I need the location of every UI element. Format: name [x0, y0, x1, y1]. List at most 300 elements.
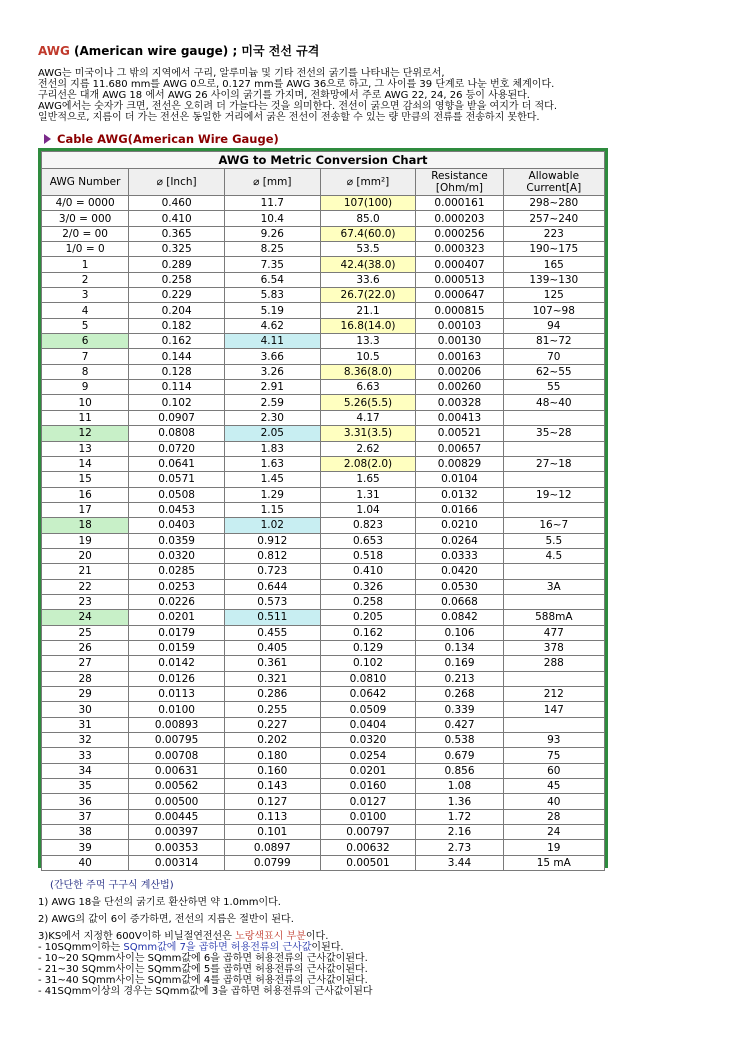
table-cell: 28: [503, 809, 604, 824]
table-cell: 0.0160: [320, 779, 416, 794]
table-cell: 0.0285: [129, 564, 225, 579]
table-cell: 0.00797: [320, 825, 416, 840]
table-cell: 0.0201: [320, 763, 416, 778]
table-cell: 0.00445: [129, 809, 225, 824]
table-cell: 0.0226: [129, 594, 225, 609]
table-cell: 32: [42, 733, 129, 748]
table-cell: 212: [503, 687, 604, 702]
table-cell: 2.91: [224, 380, 320, 395]
table-cell: 0.00103: [416, 318, 503, 333]
table-cell: 0.0530: [416, 579, 503, 594]
table-cell: 0.129: [320, 640, 416, 655]
table-cell: 0.0253: [129, 579, 225, 594]
table-cell: 0.00562: [129, 779, 225, 794]
table-row: [42, 840, 605, 855]
table-cell: 0.0100: [320, 809, 416, 824]
table-cell: 93: [503, 733, 604, 748]
table-cell: 0.644: [224, 579, 320, 594]
table-cell: 0.0420: [416, 564, 503, 579]
table-cell: 19: [503, 840, 604, 855]
table-cell: [503, 671, 604, 686]
table-cell: 0.258: [320, 594, 416, 609]
table-cell: 0.339: [416, 702, 503, 717]
table-cell: 107~98: [503, 303, 604, 318]
table-cell: 0.365: [129, 226, 225, 241]
table-row: [42, 855, 605, 870]
table-row: [42, 794, 605, 809]
table-cell: 8.25: [224, 242, 320, 257]
table-cell: 0.538: [416, 733, 503, 748]
table-cell: 2.73: [416, 840, 503, 855]
table-cell: 0.0254: [320, 748, 416, 763]
table-cell: 4.11: [224, 334, 320, 349]
table-cell: 60: [503, 763, 604, 778]
table-cell: 5.19: [224, 303, 320, 318]
table-cell: 55: [503, 380, 604, 395]
table-cell: 0.00206: [416, 364, 503, 379]
table-cell: 0.0404: [320, 717, 416, 732]
table-cell: 223: [503, 226, 604, 241]
table-cell: 0.101: [224, 825, 320, 840]
table-cell: 5.83: [224, 288, 320, 303]
table-cell: 33.6: [320, 272, 416, 287]
table-cell: 0.0179: [129, 625, 225, 640]
table-cell: 298~280: [503, 196, 604, 211]
table-cell: 70: [503, 349, 604, 364]
table-cell: 24: [503, 825, 604, 840]
table-cell: 22: [42, 579, 129, 594]
table-row: [42, 548, 605, 563]
table-cell: 0.204: [129, 303, 225, 318]
table-cell: [503, 472, 604, 487]
table-cell: 0.0508: [129, 487, 225, 502]
table-cell: 0.255: [224, 702, 320, 717]
table-cell: 13: [42, 441, 129, 456]
table-cell: 0.0126: [129, 671, 225, 686]
table-cell: 1/0 = 0: [42, 242, 129, 257]
table-row: [42, 395, 605, 410]
table-row: [42, 671, 605, 686]
table-cell: 62~55: [503, 364, 604, 379]
table-cell: 16~7: [503, 518, 604, 533]
table-cell: 3/0 = 000: [42, 211, 129, 226]
table-row: [42, 196, 605, 211]
column-header: Allowable Current[A]: [503, 169, 604, 196]
table-header-row: [42, 169, 605, 196]
table-cell: 6.54: [224, 272, 320, 287]
note-3: [38, 931, 678, 942]
table-row: [42, 364, 605, 379]
table-cell: 6.63: [320, 380, 416, 395]
sub-item: - 41SQmm이상의 경우는 SQmm값에 3을 곱하면 허용전류의 근사값이된다: [38, 986, 373, 997]
table-cell: 0.00521: [416, 426, 503, 441]
table-cell: 15: [42, 472, 129, 487]
table-cell: 0.0453: [129, 502, 225, 517]
table-cell: 11.7: [224, 196, 320, 211]
table-cell: 0.102: [320, 656, 416, 671]
table-cell: 0.0403: [129, 518, 225, 533]
table-cell: 0.00328: [416, 395, 503, 410]
table-cell: 0.361: [224, 656, 320, 671]
table-cell: 9: [42, 380, 129, 395]
table-row: [42, 518, 605, 533]
table-cell: 5.5: [503, 533, 604, 548]
table-cell: 0.812: [224, 548, 320, 563]
table-row: [42, 502, 605, 517]
table-cell: 0.679: [416, 748, 503, 763]
table-cell: 15 mA: [503, 855, 604, 870]
table-cell: 0.0720: [129, 441, 225, 456]
table-cell: 0.723: [224, 564, 320, 579]
table-cell: 0.000815: [416, 303, 503, 318]
table-cell: 85.0: [320, 211, 416, 226]
table-cell: 34: [42, 763, 129, 778]
table-cell: 39: [42, 840, 129, 855]
table-cell: 67.4(60.0): [320, 226, 416, 241]
table-cell: 0.0642: [320, 687, 416, 702]
intro-line: AWG는 미국이나 그 밖의 지역에서 구리, 알루미늄 및 기타 전선의 굵기를 나타내는 단위로서,: [38, 68, 445, 79]
table-cell: 0.113: [224, 809, 320, 824]
table-cell: 10: [42, 395, 129, 410]
table-cell: 0.134: [416, 640, 503, 655]
table-cell: 13.3: [320, 334, 416, 349]
table-cell: 27~18: [503, 456, 604, 471]
intro-line: AWG에서는 숫자가 크면, 전선은 오히려 더 가늘다는 것을 의미한다. 전선이 굵으면 감쇠의 영향을 받을 여지가 더 적다.: [38, 101, 558, 112]
table-row: [42, 640, 605, 655]
note-1: 1) AWG 18을 단선의 굵기로 환산하면 약 1.0mm이다.: [38, 897, 281, 908]
table-cell: 30: [42, 702, 129, 717]
table-cell: 0.0104: [416, 472, 503, 487]
table-cell: 288: [503, 656, 604, 671]
table-cell: 0.912: [224, 533, 320, 548]
table-row: [42, 456, 605, 471]
table-cell: 31: [42, 717, 129, 732]
table-cell: 0.102: [129, 395, 225, 410]
table-cell: 0.00893: [129, 717, 225, 732]
table-cell: 16: [42, 487, 129, 502]
table-cell: 8.36(8.0): [320, 364, 416, 379]
table-cell: 378: [503, 640, 604, 655]
table-cell: 1.04: [320, 502, 416, 517]
note-3-text: 3)KS에서 지정한 600V이하 비닐절연전선은: [38, 931, 236, 942]
table-cell: 6: [42, 334, 129, 349]
table-row: [42, 687, 605, 702]
table-cell: 0.0264: [416, 533, 503, 548]
table-cell: 21.1: [320, 303, 416, 318]
table-cell: 2.16: [416, 825, 503, 840]
table-cell: [503, 410, 604, 425]
page-title: [38, 42, 319, 59]
table-cell: 94: [503, 318, 604, 333]
table-cell: 0.00657: [416, 441, 503, 456]
table-cell: 0.213: [416, 671, 503, 686]
table-cell: 19~12: [503, 487, 604, 502]
table-cell: [503, 441, 604, 456]
table-row: [42, 763, 605, 778]
table-cell: 0.325: [129, 242, 225, 257]
table-cell: 25: [42, 625, 129, 640]
table-row: [42, 610, 605, 625]
table-cell: 1.65: [320, 472, 416, 487]
table-cell: 40: [503, 794, 604, 809]
table-cell: 33: [42, 748, 129, 763]
table-cell: 139~130: [503, 272, 604, 287]
title-rest: (American wire gauge) ; 미국 전선 규격: [69, 44, 320, 58]
sub-item-highlight: SQmm값에 7을 곱하면 허용전류의 근사값: [123, 942, 312, 953]
table-cell: 0.00829: [416, 456, 503, 471]
table-cell: 0.106: [416, 625, 503, 640]
sub-item: - 10~20 SQmm사이는 SQmm값에 6을 곱하면 허용전류의 근사값이된다.: [38, 953, 368, 964]
table-row: [42, 579, 605, 594]
table-cell: 0.000513: [416, 272, 503, 287]
table-row: [42, 487, 605, 502]
table-cell: 4.62: [224, 318, 320, 333]
table-cell: 257~240: [503, 211, 604, 226]
table-cell: 3.44: [416, 855, 503, 870]
table-cell: 0.180: [224, 748, 320, 763]
table-cell: 0.0808: [129, 426, 225, 441]
table-cell: 0.258: [129, 272, 225, 287]
table-row: [42, 257, 605, 272]
table-cell: 0.823: [320, 518, 416, 533]
table-cell: 0.00795: [129, 733, 225, 748]
column-header: AWG Number: [42, 169, 129, 196]
table-cell: 0.410: [320, 564, 416, 579]
sub-item: - 21~30 SQmm사이는 SQmm값에 5를 곱하면 허용전류의 근사값이된다.: [38, 964, 368, 975]
table-cell: 0.00353: [129, 840, 225, 855]
table-cell: 37: [42, 809, 129, 824]
table-cell: 0.00631: [129, 763, 225, 778]
note-3-highlight: 노랑색표시 부분: [235, 931, 306, 942]
table-cell: 0.182: [129, 318, 225, 333]
table-cell: 588mA: [503, 610, 604, 625]
table-cell: 8: [42, 364, 129, 379]
table-cell: 75: [503, 748, 604, 763]
table-cell: 26: [42, 640, 129, 655]
table-cell: 0.202: [224, 733, 320, 748]
table-row: [42, 748, 605, 763]
table-cell: 190~175: [503, 242, 604, 257]
table-cell: 18: [42, 518, 129, 533]
table-cell: 0.0210: [416, 518, 503, 533]
note-3-sublist: [38, 942, 678, 997]
table-row: [42, 809, 605, 824]
table-cell: 0.127: [224, 794, 320, 809]
table-cell: 48~40: [503, 395, 604, 410]
table-row: [42, 272, 605, 287]
intro-text: [38, 68, 678, 123]
table-cell: 35~28: [503, 426, 604, 441]
table-cell: 0.410: [129, 211, 225, 226]
table-cell: 0.0641: [129, 456, 225, 471]
table-cell: 4: [42, 303, 129, 318]
table-row: [42, 226, 605, 241]
sub-item: [38, 942, 678, 953]
table-row: [42, 380, 605, 395]
table-cell: 0.0668: [416, 594, 503, 609]
table-cell: 0.0810: [320, 671, 416, 686]
table-cell: 0.289: [129, 257, 225, 272]
table-cell: 0.00163: [416, 349, 503, 364]
table-cell: 0.160: [224, 763, 320, 778]
table-cell: 0.0571: [129, 472, 225, 487]
table-cell: 0.00130: [416, 334, 503, 349]
table-cell: 12: [42, 426, 129, 441]
table-cell: 7: [42, 349, 129, 364]
table-row: [42, 733, 605, 748]
conversion-table-frame: [38, 148, 608, 868]
table-row: [42, 288, 605, 303]
table-cell: 4.17: [320, 410, 416, 425]
table-cell: 0.0897: [224, 840, 320, 855]
column-header: ⌀ [Inch]: [129, 169, 225, 196]
table-cell: 0.00632: [320, 840, 416, 855]
table-cell: 0.162: [129, 334, 225, 349]
table-cell: 0.0907: [129, 410, 225, 425]
table-cell: 0.0333: [416, 548, 503, 563]
table-cell: 0.000647: [416, 288, 503, 303]
table-cell: 0.326: [320, 579, 416, 594]
table-cell: 0.000161: [416, 196, 503, 211]
table-cell: 24: [42, 610, 129, 625]
table-cell: 0.00708: [129, 748, 225, 763]
table-cell: 0.511: [224, 610, 320, 625]
table-cell: 38: [42, 825, 129, 840]
table-cell: [503, 594, 604, 609]
table-cell: 0.0127: [320, 794, 416, 809]
notes-heading: (간단한 주먹 구구식 계산법): [50, 880, 174, 891]
intro-line: 구리선은 대개 AWG 18 에서 AWG 26 사이의 굵기를 가지며, 전화망에서 주로 AWG 22, 24, 26 등이 사용된다.: [38, 90, 530, 101]
table-cell: 2.08(2.0): [320, 456, 416, 471]
awg-conversion-table: [41, 151, 605, 871]
table-cell: 0.0166: [416, 502, 503, 517]
table-cell: 0.000323: [416, 242, 503, 257]
table-row: [42, 334, 605, 349]
sub-item-text: - 10SQmm이하는: [38, 942, 124, 953]
table-cell: 1.63: [224, 456, 320, 471]
table-row: [42, 441, 605, 456]
table-cell: 1: [42, 257, 129, 272]
table-cell: [503, 717, 604, 732]
table-cell: 9.26: [224, 226, 320, 241]
table-cell: [503, 502, 604, 517]
table-cell: 20: [42, 548, 129, 563]
table-row: [42, 702, 605, 717]
table-caption: AWG to Metric Conversion Chart: [42, 152, 605, 169]
table-cell: 0.0320: [129, 548, 225, 563]
table-cell: 3: [42, 288, 129, 303]
table-cell: 0.00397: [129, 825, 225, 840]
table-cell: 0.653: [320, 533, 416, 548]
table-cell: 10.5: [320, 349, 416, 364]
table-cell: 19: [42, 533, 129, 548]
table-cell: 2/0 = 00: [42, 226, 129, 241]
table-cell: 5: [42, 318, 129, 333]
table-cell: 477: [503, 625, 604, 640]
table-cell: 35: [42, 779, 129, 794]
table-cell: 0.162: [320, 625, 416, 640]
table-cell: 147: [503, 702, 604, 717]
table-cell: 0.0142: [129, 656, 225, 671]
table-cell: 0.0842: [416, 610, 503, 625]
table-cell: 0.0201: [129, 610, 225, 625]
table-cell: 1.72: [416, 809, 503, 824]
notes-section: [38, 880, 678, 997]
table-cell: 0.169: [416, 656, 503, 671]
table-cell: 3.26: [224, 364, 320, 379]
table-row: [42, 472, 605, 487]
table-cell: 0.00413: [416, 410, 503, 425]
table-cell: 0.405: [224, 640, 320, 655]
table-cell: 2.62: [320, 441, 416, 456]
section-heading: [44, 132, 279, 146]
table-cell: 53.5: [320, 242, 416, 257]
table-cell: 1.15: [224, 502, 320, 517]
intro-line: 전선의 지름 11.680 mm를 AWG 0으로, 0.127 mm를 AWG 36으로 하고, 그 사이를 39 단계로 나눈 번호 체계이다.: [38, 79, 555, 90]
note-3-end: 이다.: [305, 931, 329, 942]
table-row: [42, 779, 605, 794]
table-cell: 2: [42, 272, 129, 287]
table-cell: 0.460: [129, 196, 225, 211]
table-cell: 1.08: [416, 779, 503, 794]
table-cell: 0.268: [416, 687, 503, 702]
table-cell: 0.286: [224, 687, 320, 702]
table-cell: 16.8(14.0): [320, 318, 416, 333]
table-cell: 0.0159: [129, 640, 225, 655]
table-cell: 0.000256: [416, 226, 503, 241]
table-cell: 0.0113: [129, 687, 225, 702]
table-cell: 1.83: [224, 441, 320, 456]
triangle-bullet-icon: [44, 134, 51, 144]
table-cell: 45: [503, 779, 604, 794]
table-cell: 7.35: [224, 257, 320, 272]
table-row: [42, 303, 605, 318]
table-cell: 0.000407: [416, 257, 503, 272]
table-cell: 1.31: [320, 487, 416, 502]
column-header: ⌀ [mm]: [224, 169, 320, 196]
table-row: [42, 410, 605, 425]
table-cell: 11: [42, 410, 129, 425]
table-cell: 0.0799: [224, 855, 320, 870]
table-cell: 0.00500: [129, 794, 225, 809]
table-cell: 17: [42, 502, 129, 517]
table-cell: 0.321: [224, 671, 320, 686]
intro-line: 일반적으로, 지름이 더 가는 전선은 동일한 거리에서 굵은 전선이 전송할 수 있는 량 만큼의 전류를 전송하지 못한다.: [38, 112, 540, 123]
table-row: [42, 594, 605, 609]
table-cell: 1.45: [224, 472, 320, 487]
table-row: [42, 564, 605, 579]
table-row: [42, 349, 605, 364]
table-cell: 14: [42, 456, 129, 471]
column-header: ⌀ [mm²]: [320, 169, 416, 196]
table-cell: 21: [42, 564, 129, 579]
table-cell: 0.0320: [320, 733, 416, 748]
table-cell: 2.05: [224, 426, 320, 441]
table-cell: 0.0132: [416, 487, 503, 502]
table-row: [42, 426, 605, 441]
table-row: [42, 211, 605, 226]
table-cell: 3A: [503, 579, 604, 594]
table-cell: 0.427: [416, 717, 503, 732]
table-cell: 5.26(5.5): [320, 395, 416, 410]
table-body: [42, 196, 605, 871]
table-cell: 0.205: [320, 610, 416, 625]
table-cell: 125: [503, 288, 604, 303]
table-cell: 36: [42, 794, 129, 809]
table-row: [42, 625, 605, 640]
table-cell: 4.5: [503, 548, 604, 563]
table-cell: 107(100): [320, 196, 416, 211]
